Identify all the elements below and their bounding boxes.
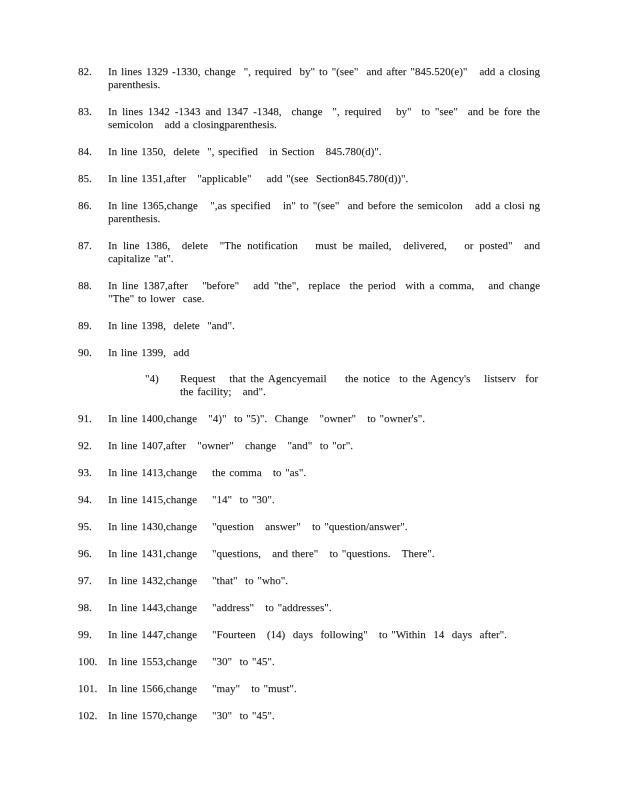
- item-number: 93.: [78, 467, 92, 479]
- item-number: 88.: [78, 280, 92, 292]
- item-number: 89.: [78, 320, 92, 332]
- list-item: [78, 521, 540, 534]
- item-number: 101.: [78, 683, 98, 695]
- item-number: 102.: [78, 710, 98, 722]
- list-item: [78, 347, 540, 399]
- item-number: 92.: [78, 440, 92, 452]
- item-body: [108, 548, 540, 561]
- sub-item-text: Request that the Agencyemail the notice to the Agency's listserv for the facility; and".: [180, 373, 542, 398]
- quoted-insertion-block: [108, 373, 540, 399]
- item-body: [108, 602, 540, 615]
- item-body: [108, 521, 540, 534]
- item-number: 95.: [78, 521, 92, 533]
- item-text: In line 1387,after "before" add "the", replace the period with a comma, and change "The" to lower case.: [108, 280, 548, 305]
- item-number: 96.: [78, 548, 92, 560]
- list-item: [78, 440, 540, 453]
- item-body: [108, 440, 540, 453]
- list-item: [78, 602, 540, 615]
- item-body: [108, 629, 540, 642]
- item-text: In line 1351,after "applicable" add "(see Section845.780(d))".: [108, 173, 409, 185]
- list-item: [78, 146, 540, 159]
- list-item: [78, 106, 544, 132]
- item-body: [108, 173, 540, 186]
- item-text: In line 1400,change "4)" to "5)". Change "owner" to "owner's".: [108, 413, 426, 425]
- list-item: [78, 548, 540, 561]
- item-body: [108, 200, 544, 226]
- item-text: In line 1386, delete "The notification must be mailed, delivered, or posted" and capitalize "at".: [108, 240, 544, 265]
- list-item: [78, 683, 540, 696]
- item-body: [108, 347, 540, 399]
- item-text: In line 1566,change "may" to "must".: [108, 683, 297, 695]
- item-number: 84.: [78, 146, 92, 158]
- item-body: [108, 146, 540, 159]
- item-number: 86.: [78, 200, 92, 212]
- item-text: In line 1398, delete "and".: [108, 320, 235, 332]
- item-number: 94.: [78, 494, 92, 506]
- item-text: In line 1413,change the comma to "as".: [108, 467, 307, 479]
- item-text: In line 1443,change "address" to "addresses".: [108, 602, 332, 614]
- item-number: 91.: [78, 413, 92, 425]
- item-text: In line 1432,change "that" to "who".: [108, 575, 289, 587]
- item-number: 100.: [78, 656, 98, 668]
- item-body: [108, 494, 540, 507]
- item-number: 83.: [78, 106, 92, 118]
- item-body: [108, 575, 540, 588]
- item-text: In line 1431,change "questions, and there" to "questions. There".: [108, 548, 435, 560]
- item-number: 85.: [78, 173, 92, 185]
- item-text: In line 1399, add: [108, 347, 190, 359]
- list-item: [78, 575, 540, 588]
- item-text: In line 1407,after "owner" change "and" to "or".: [108, 440, 353, 452]
- item-body: [108, 106, 544, 132]
- item-text: In line 1553,change "30" to "45".: [108, 656, 275, 668]
- item-number: 90.: [78, 347, 92, 359]
- edit-instructions-list: [78, 66, 548, 723]
- item-number: 97.: [78, 575, 92, 587]
- item-body: [108, 710, 540, 723]
- item-text: In line 1415,change "14" to "30".: [108, 494, 275, 506]
- item-body: [108, 320, 540, 333]
- item-body: [108, 66, 544, 92]
- item-text: In line 1430,change "question answer" to "question/answer".: [108, 521, 408, 533]
- item-body: [108, 413, 540, 426]
- item-body: [108, 280, 548, 306]
- item-number: 98.: [78, 602, 92, 614]
- item-body: [108, 467, 540, 480]
- list-item: [78, 467, 540, 480]
- sub-item-marker: "4): [145, 373, 159, 385]
- item-body: [108, 240, 544, 266]
- item-number: 99.: [78, 629, 92, 641]
- item-text: In line 1447,change "Fourteen (14) days following" to "Within 14 days after".: [108, 629, 507, 641]
- list-item: [78, 320, 540, 333]
- list-item: [78, 710, 540, 723]
- item-text: In line 1350, delete ", specified in Section 845.780(d)".: [108, 146, 382, 158]
- list-item: [78, 173, 540, 186]
- list-item: [78, 656, 540, 669]
- list-item: [78, 200, 544, 226]
- item-text: In line 1570,change "30" to "45".: [108, 710, 275, 722]
- list-item: [78, 66, 544, 92]
- list-item: [78, 240, 544, 266]
- item-body: [108, 656, 540, 669]
- item-number: 87.: [78, 240, 92, 252]
- list-item: [78, 413, 540, 426]
- item-text: In lines 1329 -1330, change ", required by" to "(see" and after "845.520(e)" add a closing parenthesis.: [108, 66, 544, 91]
- list-item: [78, 629, 540, 642]
- item-number: 82.: [78, 66, 92, 78]
- item-text: In line 1365,change ",as specified in" to "(see" and before the semicolon add a closi ng parenthesis.: [108, 200, 544, 225]
- item-body: [108, 683, 540, 696]
- list-item: [78, 280, 548, 306]
- list-item: [78, 494, 540, 507]
- item-text: In lines 1342 -1343 and 1347 -1348, change ", required by" to "see" and be fore the semicolon add a closingparenthesis.: [108, 106, 544, 131]
